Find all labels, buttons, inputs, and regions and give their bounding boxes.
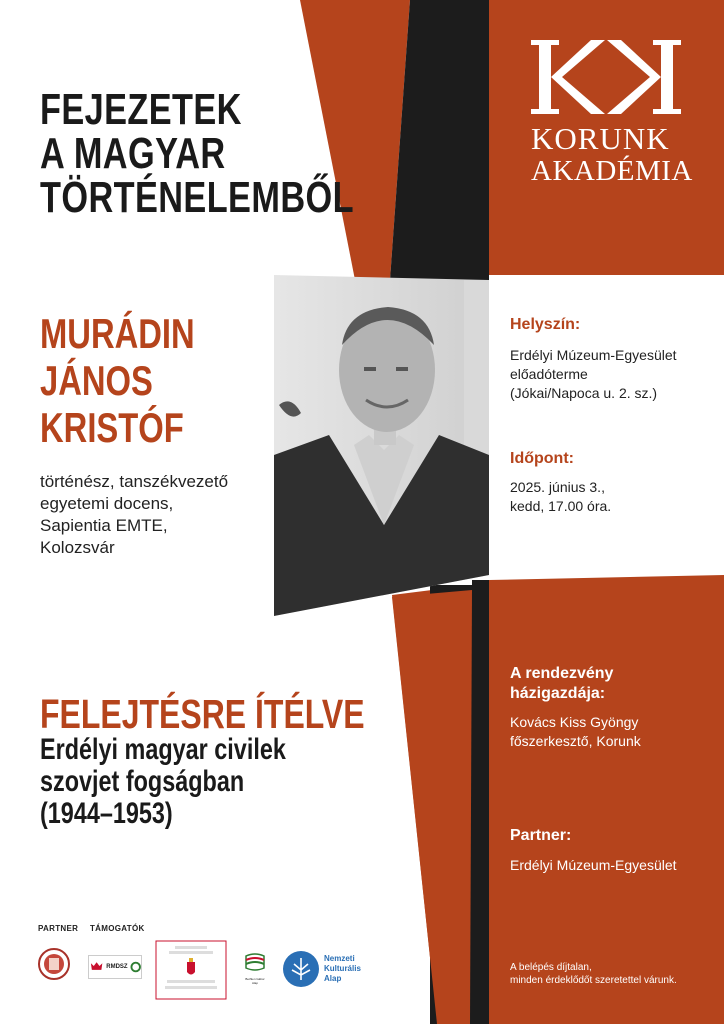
- speaker-role: [40, 471, 228, 559]
- host-block: [510, 664, 715, 751]
- rmdsz-text: RMDSZ: [106, 964, 128, 970]
- subtitle-line-3: (1944–1953): [40, 797, 173, 830]
- government-support-logo: [155, 940, 227, 1000]
- subtitle-line-1: Erdélyi magyar civilek: [40, 733, 286, 766]
- footer-note: [510, 961, 720, 987]
- role-line-3: Sapientia EMTE,: [40, 516, 168, 535]
- korunk-logo-mark: [531, 40, 681, 120]
- partner-seal-icon: [38, 948, 70, 980]
- speaker-name-line-3: KRISTÓF: [40, 404, 184, 451]
- series-line-2: A MAGYAR: [40, 129, 226, 178]
- time-label: Időpont:: [510, 450, 574, 467]
- time-line-1: 2025. június 3.,: [510, 479, 605, 495]
- host-label-line-2: házigazdája:: [510, 685, 606, 702]
- speaker-name-line-2: JÁNOS: [40, 357, 153, 404]
- brand-line1: KORUNK: [531, 121, 670, 156]
- series-title: [40, 85, 354, 222]
- role-line-1: történész, tanszékvezető: [40, 472, 229, 491]
- rmdsz-tulip-icon: [89, 960, 104, 974]
- nka-line-2: Kulturális: [324, 964, 361, 973]
- rmdsz-ring-icon: [130, 961, 141, 973]
- nka-line-3: Alap: [324, 974, 342, 983]
- partner-block: [510, 826, 715, 875]
- lecture-subtitle: [40, 734, 286, 830]
- host-line-2: főszerkesztő, Korunk: [510, 733, 641, 749]
- bethlen-text: Bethlen Gábor Alap: [245, 977, 265, 985]
- role-line-2: egyetemi docens,: [40, 494, 174, 513]
- series-line-3: TÖRTÉNELEMBŐL: [40, 173, 354, 222]
- partner-line-1: Erdélyi Múzeum-Egyesület: [510, 857, 677, 873]
- time-block: [510, 449, 715, 516]
- lecture-title: FELEJTÉSRE ÍTÉLVE: [40, 691, 365, 737]
- venue-line-3: (Jókai/Napoca u. 2. sz.): [510, 385, 658, 401]
- venue-label: Helyszín:: [510, 316, 581, 333]
- brand-line2: AKADÉMIA: [531, 155, 693, 187]
- nka-line-1: Nemzeti: [324, 954, 355, 963]
- host-line-1: Kovács Kiss Gyöngy: [510, 714, 639, 730]
- brand-name: [531, 123, 691, 187]
- footer-line-2: minden érdeklődőt szeretettel várunk.: [510, 975, 677, 986]
- lower-orange-wedge: [392, 590, 472, 1024]
- time-line-2: kedd, 17.00 óra.: [510, 498, 612, 514]
- speaker-photo: [274, 275, 489, 616]
- series-line-1: FEJEZETEK: [40, 85, 242, 134]
- venue-line-2: előadóterme: [510, 366, 588, 382]
- venue-line-1: Erdélyi Múzeum-Egyesület: [510, 347, 677, 363]
- venue-block: [510, 315, 715, 403]
- host-label-line-1: A rendezvény: [510, 665, 614, 682]
- role-line-4: Kolozsvár: [40, 538, 115, 557]
- speaker-name-line-1: MURÁDIN: [40, 310, 195, 357]
- bethlen-gabor-logo: [242, 952, 268, 985]
- lower-right-orange-block: [489, 575, 724, 1024]
- speaker-name: [40, 310, 195, 451]
- partner-sponsor-label: PARTNER: [38, 924, 79, 933]
- partner-label: Partner:: [510, 827, 572, 844]
- nka-text: [324, 954, 361, 984]
- subtitle-line-2: szovjet fogságban: [40, 765, 245, 798]
- bethlen-flag-icon: [244, 952, 266, 972]
- supporters-label: TÁMOGATÓK: [90, 924, 145, 933]
- footer-line-1: A belépés díjtalan,: [510, 962, 592, 973]
- nka-tree-icon: [282, 950, 320, 988]
- rmdsz-logo: [88, 955, 142, 979]
